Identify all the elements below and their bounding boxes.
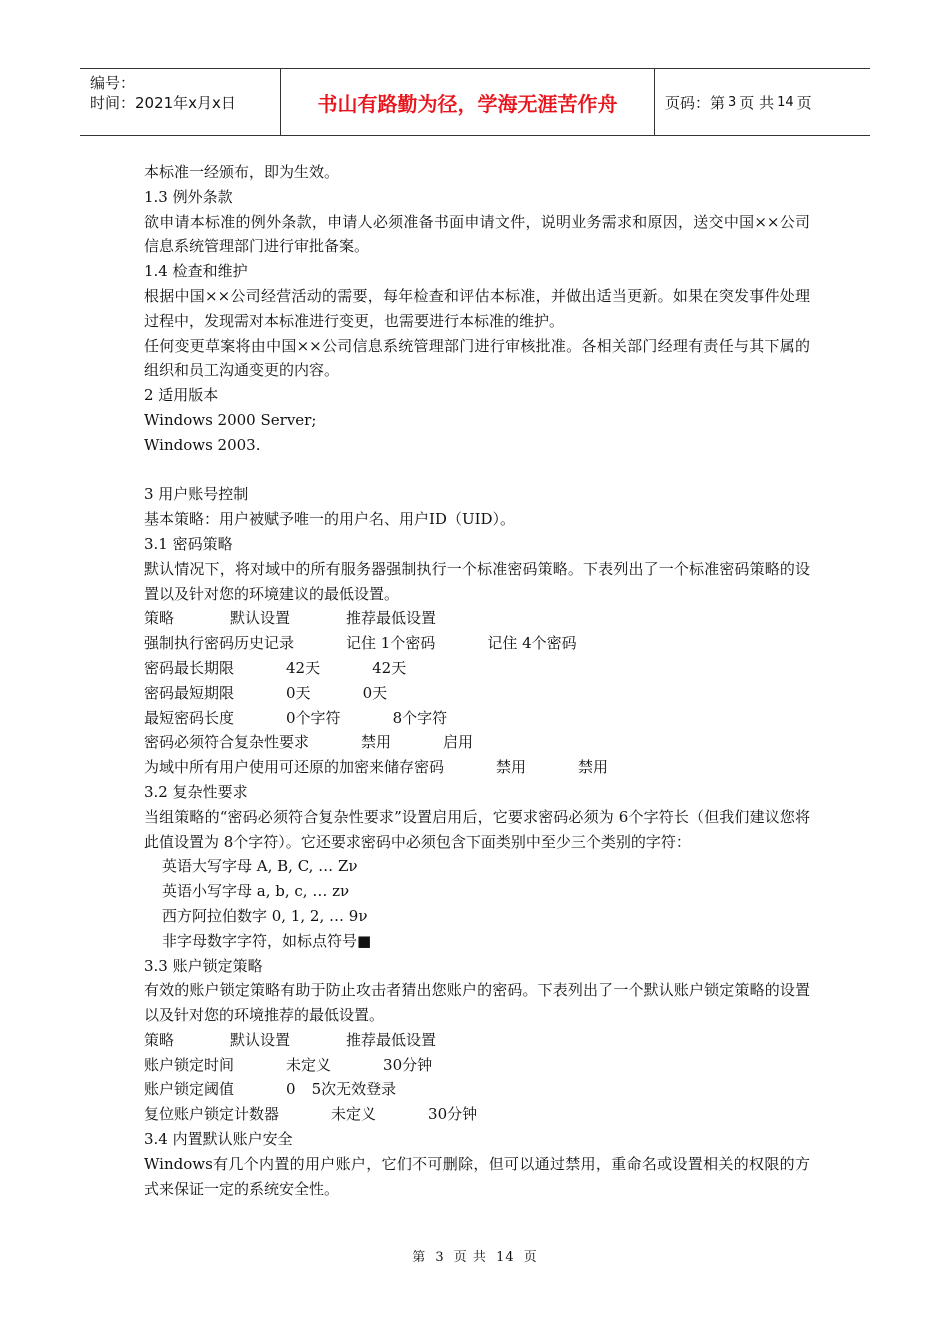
header-meta (80, 69, 280, 135)
page-footer (0, 1246, 950, 1265)
table-cell: 账户锁定时间 (144, 1055, 235, 1074)
table-cell: 推荐最低设置 (346, 1030, 437, 1049)
table-cell: 默认设置 (230, 609, 291, 628)
doc-number-label: 编号： (90, 74, 136, 92)
doc-time-label: 时间：2021年x月x日 (90, 94, 236, 112)
table-cell: 未定义 (286, 1055, 332, 1074)
table-cell: 禁用 (578, 758, 609, 777)
section-heading-3-3: 3.3 账户锁定策略 (144, 956, 263, 975)
footer-suffix: 页 (523, 1250, 538, 1265)
section-heading-3-4: 3.4 内置默认账户安全 (144, 1130, 293, 1149)
table-row (144, 656, 810, 681)
table-cell: 为域中所有用户使用可还原的加密来储存密码 (144, 758, 445, 777)
paragraph-1-3: 欲申请本标准的例外条款，申请人必须准备书面申请文件，说明业务需求和原因，送交中国××公司信息系统管理部门进行审批备案。 (144, 212, 810, 256)
section-heading-2: 2 适用版本 (144, 386, 219, 405)
footer-mid: 页 共 (453, 1250, 487, 1265)
table-row (144, 706, 810, 731)
section-heading-3-1: 3.1 密码策略 (144, 534, 233, 553)
section-heading-3-2: 3.2 复杂性要求 (144, 782, 248, 801)
section-heading-3: 3 用户账号控制 (144, 485, 249, 504)
list-item: 非字母数字字符，如标点符号■ (162, 931, 372, 950)
version-win2000: Windows 2000 Server; (144, 410, 317, 429)
intro-line: 本标准一经颁布，即为生效。 (144, 163, 340, 181)
table-cell: 0个字符 (286, 708, 341, 727)
table-cell: 策略 (144, 1030, 175, 1049)
table-cell: 策略 (144, 609, 175, 628)
table-cell: 默认设置 (230, 1030, 291, 1049)
table-cell: 30分钟 (383, 1055, 433, 1074)
table-row (144, 1077, 810, 1102)
footer-total: 14 (496, 1250, 515, 1265)
table-cell: 42天 (372, 658, 407, 677)
table-cell: 密码必须符合复杂性要求 (144, 733, 310, 752)
table-cell: 0天 (362, 683, 388, 702)
footer-prefix: 第 (412, 1250, 427, 1265)
table-cell: 禁用 (496, 758, 527, 777)
table-cell: 30分钟 (428, 1105, 478, 1124)
table-cell: 42天 (286, 658, 321, 677)
table-row (144, 755, 810, 780)
lockout-policy-table (144, 1028, 810, 1127)
section-heading-1-3: 1.3 例外条款 (144, 187, 233, 206)
header-motto: 书山有路勤为径，学海无涯苦作舟 (280, 69, 655, 135)
table-cell: 0天 (286, 683, 311, 702)
paragraph-1-4-b: 任何变更草案将由中国××公司信息系统管理部门进行审核批准。各相关部门经理有责任与其下属的组织和员工沟通变更的内容。 (144, 336, 810, 380)
table-row (144, 1028, 810, 1053)
paragraph-1-4-a: 根据中国××公司经营活动的需要，每年检查和评估本标准，并做出适当更新。如果在突发事件处理过程中，发现需对本标准进行变更，也需要进行本标准的维护。 (144, 286, 810, 330)
page-suffix: 页 (796, 93, 812, 112)
table-row (144, 606, 810, 631)
table-cell: 0 (286, 1080, 296, 1099)
page-header (80, 68, 870, 136)
table-row (144, 631, 810, 656)
table-cell: 记住 4个密码 (487, 634, 577, 653)
table-cell: 禁用 (361, 733, 392, 752)
page-mid: 页 共 (739, 93, 775, 112)
table-cell: 推荐最低设置 (346, 609, 437, 628)
table-row (144, 730, 810, 755)
list-item: 英语小写字母 a, b, c, … zν (162, 882, 350, 901)
password-policy-table (144, 606, 810, 780)
page-number: 3 (728, 94, 737, 110)
table-row (144, 1102, 810, 1127)
page-prefix: 页码：第 (665, 93, 726, 112)
list-item: 西方阿拉伯数字 0, 1, 2, … 9ν (162, 906, 368, 925)
table-row (144, 681, 810, 706)
table-cell: 记住 1个密码 (346, 634, 436, 653)
table-cell: 账户锁定阈值 (144, 1080, 235, 1099)
section-heading-1-4: 1.4 检查和维护 (144, 262, 248, 281)
list-item: 英语大写字母 A, B, C, … Zν (162, 857, 358, 876)
paragraph-3-3: 有效的账户锁定策略有助于防止攻击者猜出您账户的密码。下表列出了一个默认账户锁定策略的设置以及针对您的环境推荐的最低设置。 (144, 981, 810, 1025)
table-cell: 5次无效登录 (311, 1080, 397, 1099)
page-total: 14 (777, 94, 794, 110)
table-cell: 未定义 (331, 1105, 377, 1124)
footer-page: 3 (435, 1250, 445, 1265)
table-cell: 复位账户锁定计数器 (144, 1105, 280, 1124)
table-cell: 8个字符 (392, 708, 448, 727)
version-win2003: Windows 2003. (144, 435, 261, 454)
table-cell: 密码最短期限 (144, 683, 235, 702)
paragraph-3: 基本策略：用户被赋予唯一的用户名、用户ID（UID）。 (144, 510, 516, 529)
paragraph-3-4: Windows有几个内置的用户账户，它们不可删除，但可以通过禁用，重命名或设置相关的权限的方式来保证一定的系统安全性。 (144, 1154, 810, 1198)
table-cell: 密码最长期限 (144, 658, 235, 677)
table-cell: 强制执行密码历史记录 (144, 634, 295, 653)
document-body (144, 160, 810, 1201)
table-cell: 最短密码长度 (144, 708, 235, 727)
paragraph-3-1: 默认情况下，将对域中的所有服务器强制执行一个标准密码策略。下表列出了一个标准密码策略的设置以及针对您的环境建议的最低设置。 (144, 559, 810, 603)
paragraph-3-2: 当组策略的“密码必须符合复杂性要求”设置启用后，它要求密码必须为 6个字符长（但我们建议您将此值设置为 8个字符）。它还要求密码中必须包含下面类别中至少三个类别的字符： (144, 807, 810, 851)
table-row (144, 1053, 810, 1078)
blank-line (144, 458, 810, 483)
table-cell: 启用 (443, 733, 474, 752)
header-page-info (655, 69, 870, 135)
